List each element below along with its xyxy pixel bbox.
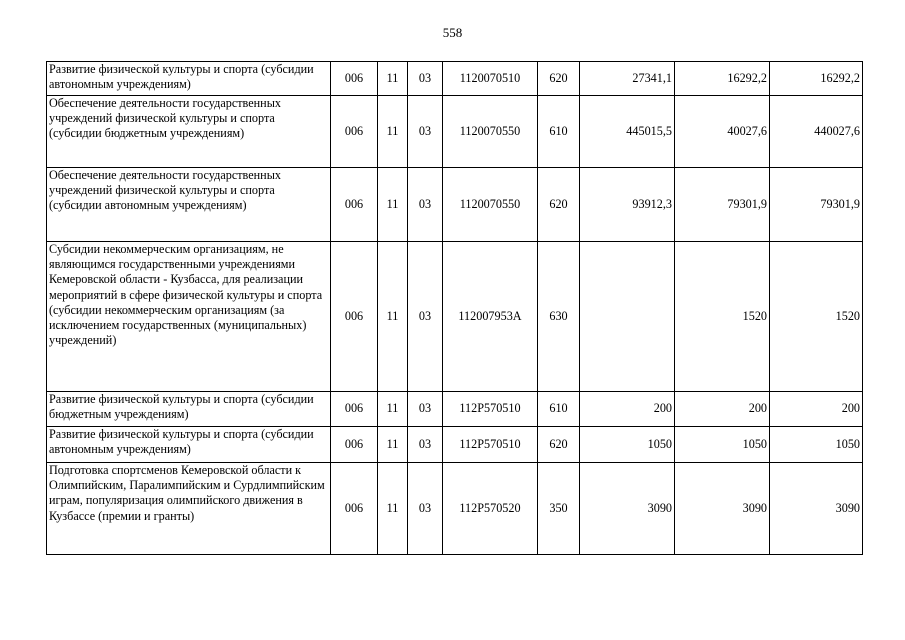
row-amount-1: 445015,5	[580, 96, 675, 168]
row-description: Подготовка спортсменов Кемеровской области к Олимпийским, Паралимпийским и Сурдлимпийским играм, популяризация олимпийского движения в Кузбассе (премии и гранты)	[47, 463, 331, 555]
table-row	[47, 392, 863, 427]
row-amount-3: 200	[770, 392, 863, 427]
row-amount-1: 1050	[580, 427, 675, 463]
row-amount-3: 16292,2	[770, 62, 863, 96]
row-target-article: 112P570510	[443, 427, 538, 463]
row-amount-2: 16292,2	[675, 62, 770, 96]
row-expense-type: 620	[538, 62, 580, 96]
row-amount-1	[580, 242, 675, 392]
row-target-article: 1120070510	[443, 62, 538, 96]
row-subsection-code: 03	[408, 392, 443, 427]
row-amount-2: 1520	[675, 242, 770, 392]
row-description: Обеспечение деятельности государственных учреждений физической культуры и спорта (субсидии бюджетным учреждениям)	[47, 96, 331, 168]
row-expense-type: 630	[538, 242, 580, 392]
table-row	[47, 463, 863, 555]
row-amount-1: 93912,3	[580, 168, 675, 242]
row-target-article: 112P570510	[443, 392, 538, 427]
row-subsection-code: 03	[408, 168, 443, 242]
table-row	[47, 62, 863, 96]
row-grbs-code: 006	[331, 242, 378, 392]
table-row	[47, 242, 863, 392]
row-subsection-code: 03	[408, 463, 443, 555]
row-section-code: 11	[378, 392, 408, 427]
row-amount-3: 1050	[770, 427, 863, 463]
row-amount-2: 200	[675, 392, 770, 427]
row-target-article: 1120070550	[443, 168, 538, 242]
row-amount-3: 79301,9	[770, 168, 863, 242]
row-subsection-code: 03	[408, 96, 443, 168]
row-grbs-code: 006	[331, 168, 378, 242]
row-expense-type: 620	[538, 168, 580, 242]
row-amount-3: 1520	[770, 242, 863, 392]
table-row	[47, 168, 863, 242]
row-section-code: 11	[378, 242, 408, 392]
row-section-code: 11	[378, 427, 408, 463]
row-description: Субсидии некоммерческим организациям, не являющимся государственными учреждениями Кемеровской области - Кузбасса, для реализации мероприятий в сфере физической культуры и спорта (субсидии некоммерческим организациям (за исключением государственных (муниципальных) учреждений)	[47, 242, 331, 392]
row-amount-2: 3090	[675, 463, 770, 555]
row-subsection-code: 03	[408, 242, 443, 392]
row-amount-2: 40027,6	[675, 96, 770, 168]
row-description: Развитие физической культуры и спорта (субсидии бюджетным учреждениям)	[47, 392, 331, 427]
row-description: Развитие физической культуры и спорта (субсидии автономным учреждениям)	[47, 62, 331, 96]
row-target-article: 112007953А	[443, 242, 538, 392]
row-grbs-code: 006	[331, 392, 378, 427]
row-section-code: 11	[378, 96, 408, 168]
row-section-code: 11	[378, 168, 408, 242]
page-number: 558	[442, 25, 463, 40]
row-expense-type: 610	[538, 392, 580, 427]
row-amount-1: 200	[580, 392, 675, 427]
row-grbs-code: 006	[331, 427, 378, 463]
row-amount-1: 3090	[580, 463, 675, 555]
row-grbs-code: 006	[331, 96, 378, 168]
table-row	[47, 96, 863, 168]
row-expense-type: 350	[538, 463, 580, 555]
row-amount-1: 27341,1	[580, 62, 675, 96]
table-row	[47, 427, 863, 463]
row-section-code: 11	[378, 463, 408, 555]
row-target-article: 112P570520	[443, 463, 538, 555]
row-grbs-code: 006	[331, 463, 378, 555]
row-amount-3: 3090	[770, 463, 863, 555]
row-amount-2: 1050	[675, 427, 770, 463]
row-amount-3: 440027,6	[770, 96, 863, 168]
row-section-code: 11	[378, 62, 408, 96]
row-subsection-code: 03	[408, 427, 443, 463]
row-description: Обеспечение деятельности государственных учреждений физической культуры и спорта (субсидии автономным учреждениям)	[47, 168, 331, 242]
row-target-article: 1120070550	[443, 96, 538, 168]
row-description: Развитие физической культуры и спорта (субсидии автономным учреждениям)	[47, 427, 331, 463]
table-body	[47, 62, 863, 555]
row-expense-type: 610	[538, 96, 580, 168]
row-amount-2: 79301,9	[675, 168, 770, 242]
row-subsection-code: 03	[408, 62, 443, 96]
row-grbs-code: 006	[331, 62, 378, 96]
budget-table	[46, 61, 863, 555]
row-expense-type: 620	[538, 427, 580, 463]
